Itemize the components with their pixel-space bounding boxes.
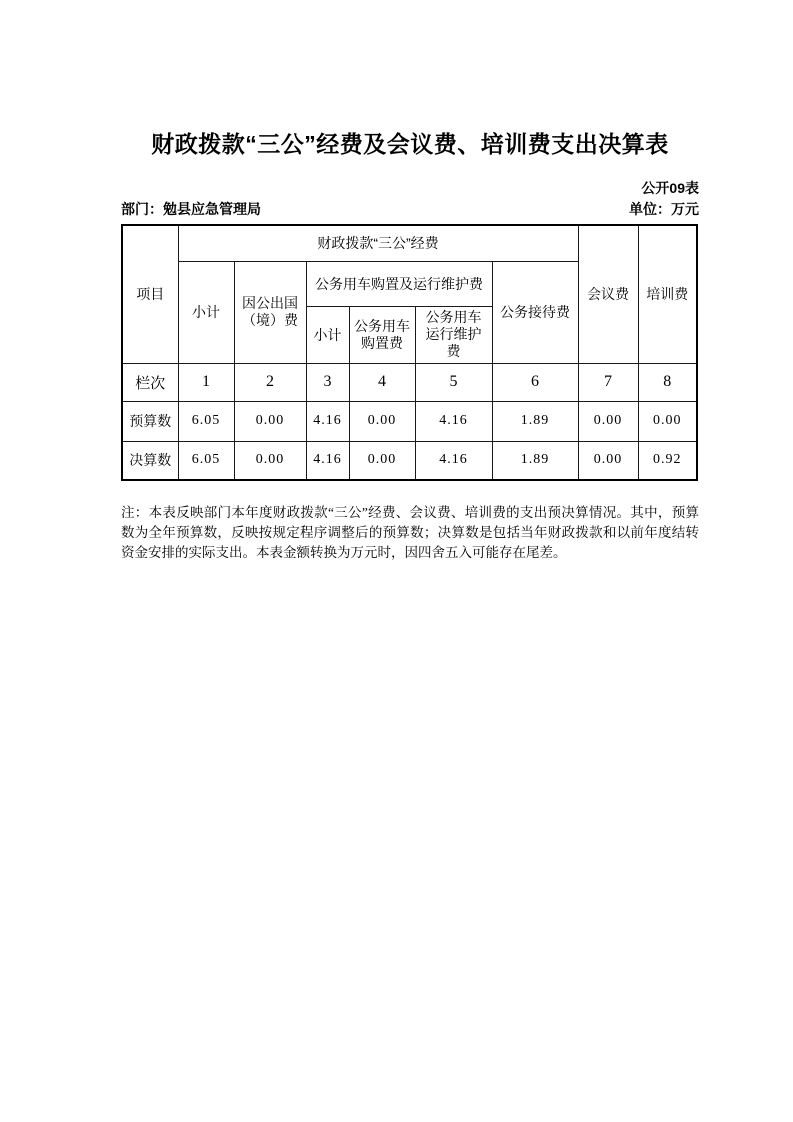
column-index-cell: 1 (178, 363, 234, 401)
department-label: 部门：勉县应急管理局 (121, 201, 261, 217)
value-cell: 0.00 (638, 401, 697, 441)
header-row-group (122, 225, 697, 261)
column-index-cell: 3 (306, 363, 349, 401)
header-subtotal: 小计 (178, 261, 234, 363)
value-cell: 6.05 (178, 441, 234, 480)
header-vehicle-purchase-fee: 公务用车购置费 (349, 306, 415, 363)
meta-row (121, 201, 699, 218)
header-sangong-group: 财政拨款“三公”经费 (178, 225, 578, 261)
column-index-cell: 5 (415, 363, 492, 401)
value-cell: 0.00 (349, 401, 415, 441)
value-cell: 6.05 (178, 401, 234, 441)
form-code-label: 公开09表 (641, 180, 699, 196)
budget-row (122, 401, 697, 441)
value-cell: 4.16 (415, 441, 492, 480)
row-label: 预算数 (122, 401, 178, 441)
value-cell: 0.00 (578, 401, 638, 441)
value-cell: 4.16 (306, 401, 349, 441)
header-item: 项目 (122, 225, 178, 363)
column-index-row (122, 363, 697, 401)
column-index-cell: 7 (578, 363, 638, 401)
value-cell: 0.00 (578, 441, 638, 480)
header-reception-fee: 公务接待费 (492, 261, 578, 363)
row-label: 栏次 (122, 363, 178, 401)
value-cell: 4.16 (306, 441, 349, 480)
value-cell: 1.89 (492, 401, 578, 441)
header-vehicle-maintenance-fee: 公务用车运行维护费 (415, 306, 492, 363)
final-row (122, 441, 697, 480)
header-vehicle-subtotal: 小计 (306, 306, 349, 363)
unit-label: 单位：万元 (629, 201, 699, 217)
column-index-cell: 8 (638, 363, 697, 401)
note-text: 注：本表反映部门本年度财政拨款“三公”经费、会议费、培训费的支出预决算情况。其中，预算数为全年预算数，反映按规定程序调整后的预算数；决算数是包括当年财政拨款和以前年度结转资金安排的实际支出。本表金额转换为万元时，因四舍五入可能存在尾差。 (121, 505, 699, 560)
expense-table (121, 224, 698, 481)
page-title: 财政拨款“三公”经费及会议费、培训费支出决算表 (151, 131, 669, 157)
header-training-fee: 培训费 (638, 225, 697, 363)
column-index-cell: 4 (349, 363, 415, 401)
value-cell: 0.00 (349, 441, 415, 480)
column-index-cell: 6 (492, 363, 578, 401)
row-label: 决算数 (122, 441, 178, 480)
header-abroad-fee: 因公出国（境）费 (234, 261, 306, 363)
column-index-cell: 2 (234, 363, 306, 401)
value-cell: 0.00 (234, 441, 306, 480)
document-content (121, 0, 699, 563)
value-cell: 0.92 (638, 441, 697, 480)
value-cell: 0.00 (234, 401, 306, 441)
header-meeting-fee: 会议费 (578, 225, 638, 363)
value-cell: 1.89 (492, 441, 578, 480)
value-cell: 4.16 (415, 401, 492, 441)
header-vehicle-group: 公务用车购置及运行维护费 (306, 261, 492, 306)
